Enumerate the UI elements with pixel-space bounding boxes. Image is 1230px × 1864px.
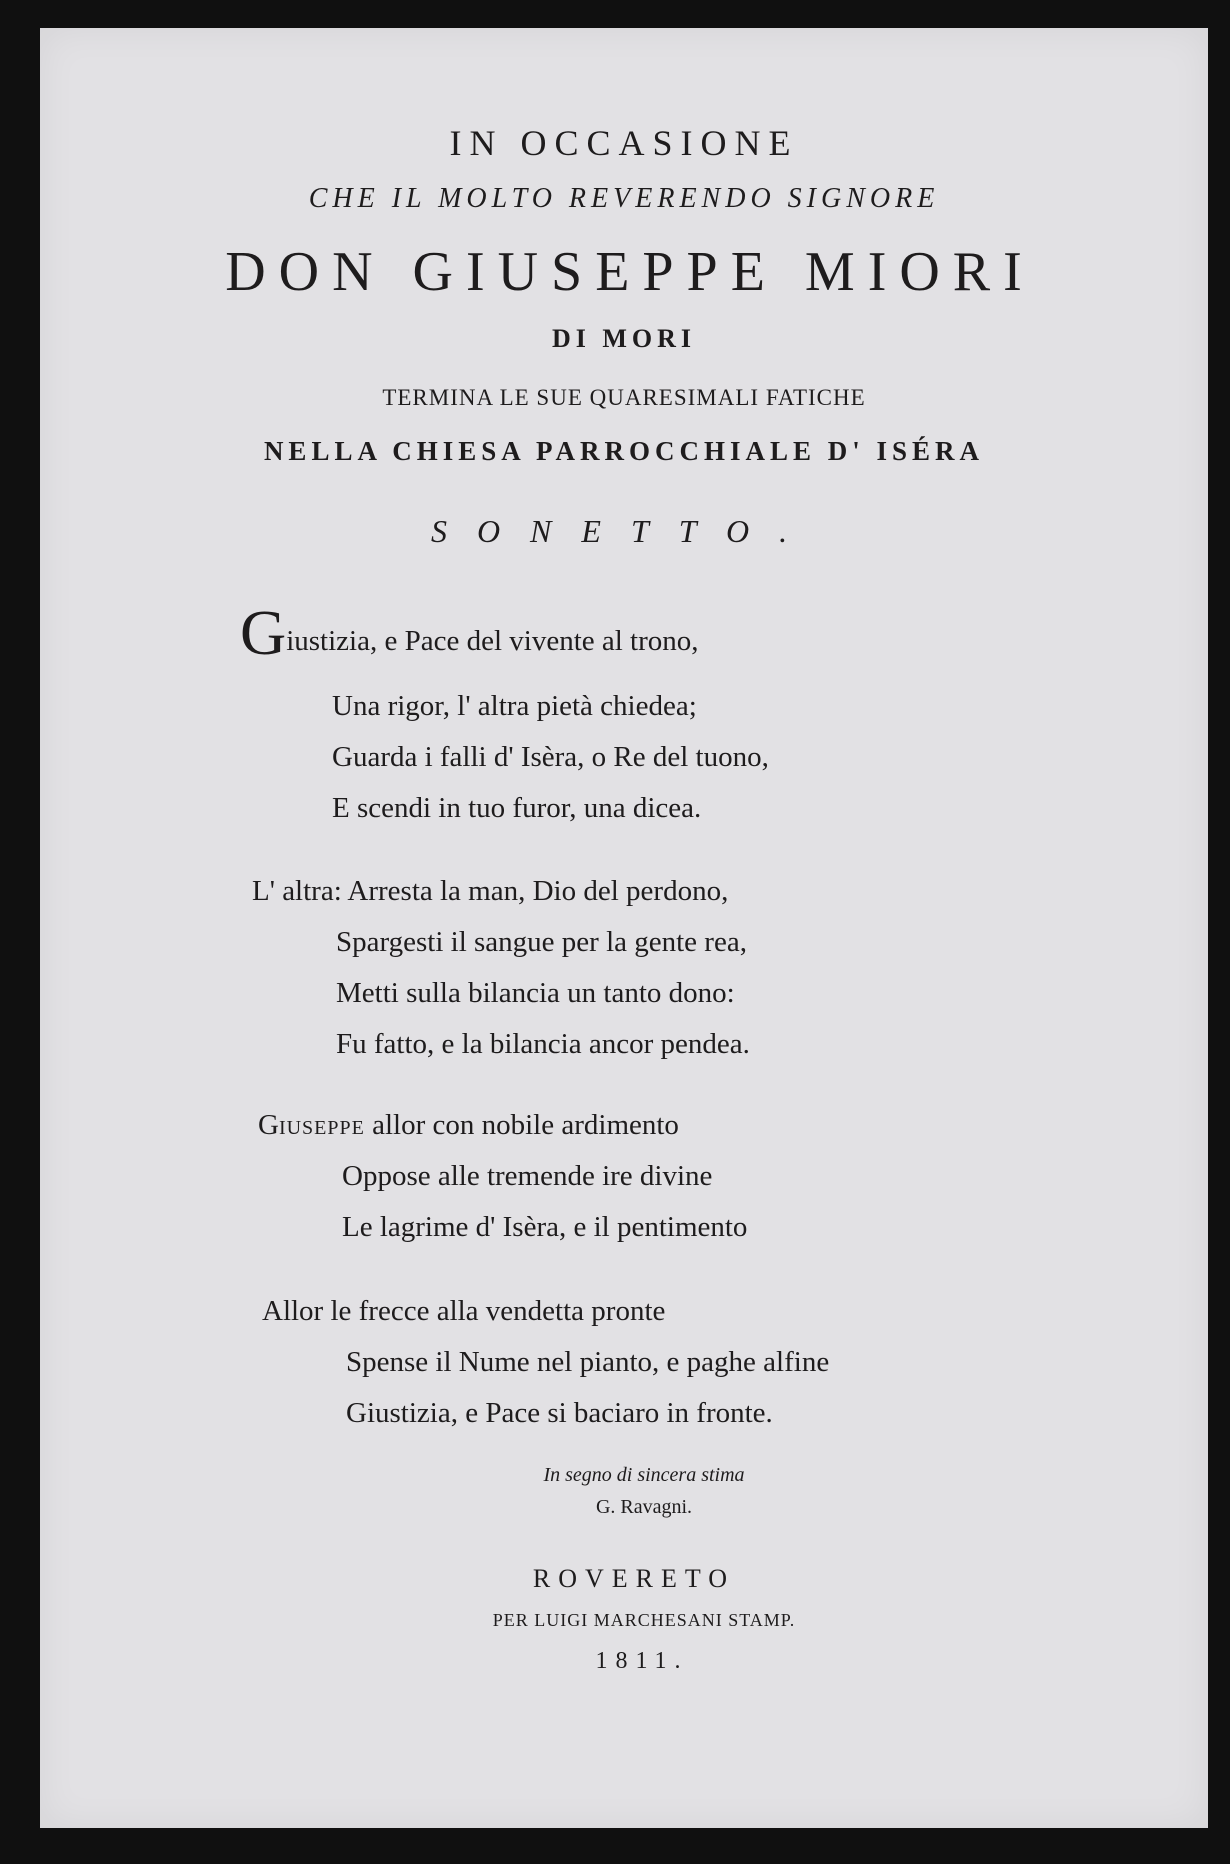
verse-line: E scendi in tuo furor, una dicea. — [332, 792, 702, 824]
verse-line: Oppose alle tremende ire divine — [342, 1160, 713, 1192]
broadside-sheet — [40, 28, 1208, 1828]
imprint-city: ROVERETO — [532, 1564, 736, 1593]
verse-text: allor con nobile ardimento — [364, 1109, 679, 1141]
heading-sonetto: SONETTO. — [430, 513, 818, 549]
drop-cap: G — [240, 597, 287, 668]
verse-line: L' altra: Arresta la man, Dio del perdono, — [252, 875, 729, 907]
verse-line: Una rigor, l' altra pietà chiedea; — [332, 690, 697, 722]
author-signature: G. Ravagni. — [595, 1496, 693, 1518]
verse-line: Metti sulla bilancia un tanto dono: — [336, 977, 735, 1009]
verse-line: Allor le frecce alla vendetta pronte — [262, 1295, 666, 1327]
heading-place: DI MORI — [551, 324, 697, 353]
heading-name: DON GIUSEPPE MIORI — [225, 241, 1035, 303]
imprint-year: 1811. — [595, 1648, 689, 1674]
verse-line: Spargesti il sangue per la gente rea, — [336, 926, 747, 958]
verse-line — [258, 1100, 679, 1153]
verse-initial: G — [258, 1109, 279, 1141]
verse-text: iustizia, e Pace del vivente al trono, — [286, 625, 699, 657]
verse-line — [240, 597, 699, 668]
verse-line: Le lagrime d' Isèra, e il pentimento — [342, 1211, 748, 1243]
heading-chiesa: NELLA CHIESA PARROCCHIALE D' ISÉRA — [263, 436, 985, 466]
verse-smallcaps: IUSEPPE — [278, 1117, 365, 1139]
verse-line: Guarda i falli d' Isèra, o Re del tuono, — [332, 741, 769, 773]
verse-line: Spense il Nume nel pianto, e paghe alfine — [346, 1346, 830, 1378]
dedication: In segno di sincera stima — [543, 1464, 745, 1486]
verse-line: Giustizia, e Pace si baciaro in fronte. — [346, 1397, 773, 1429]
heading-signore: CHE IL MOLTO REVERENDO SIGNORE — [308, 183, 940, 214]
imprint-printer: PER LUIGI MARCHESANI STAMP. — [492, 1610, 796, 1630]
verse-line: Fu fatto, e la bilancia ancor pendea. — [336, 1028, 750, 1060]
heading-termina: TERMINA LE SUE QUARESIMALI FATICHE — [382, 385, 866, 410]
heading-occasione: IN OCCASIONE — [449, 123, 799, 163]
